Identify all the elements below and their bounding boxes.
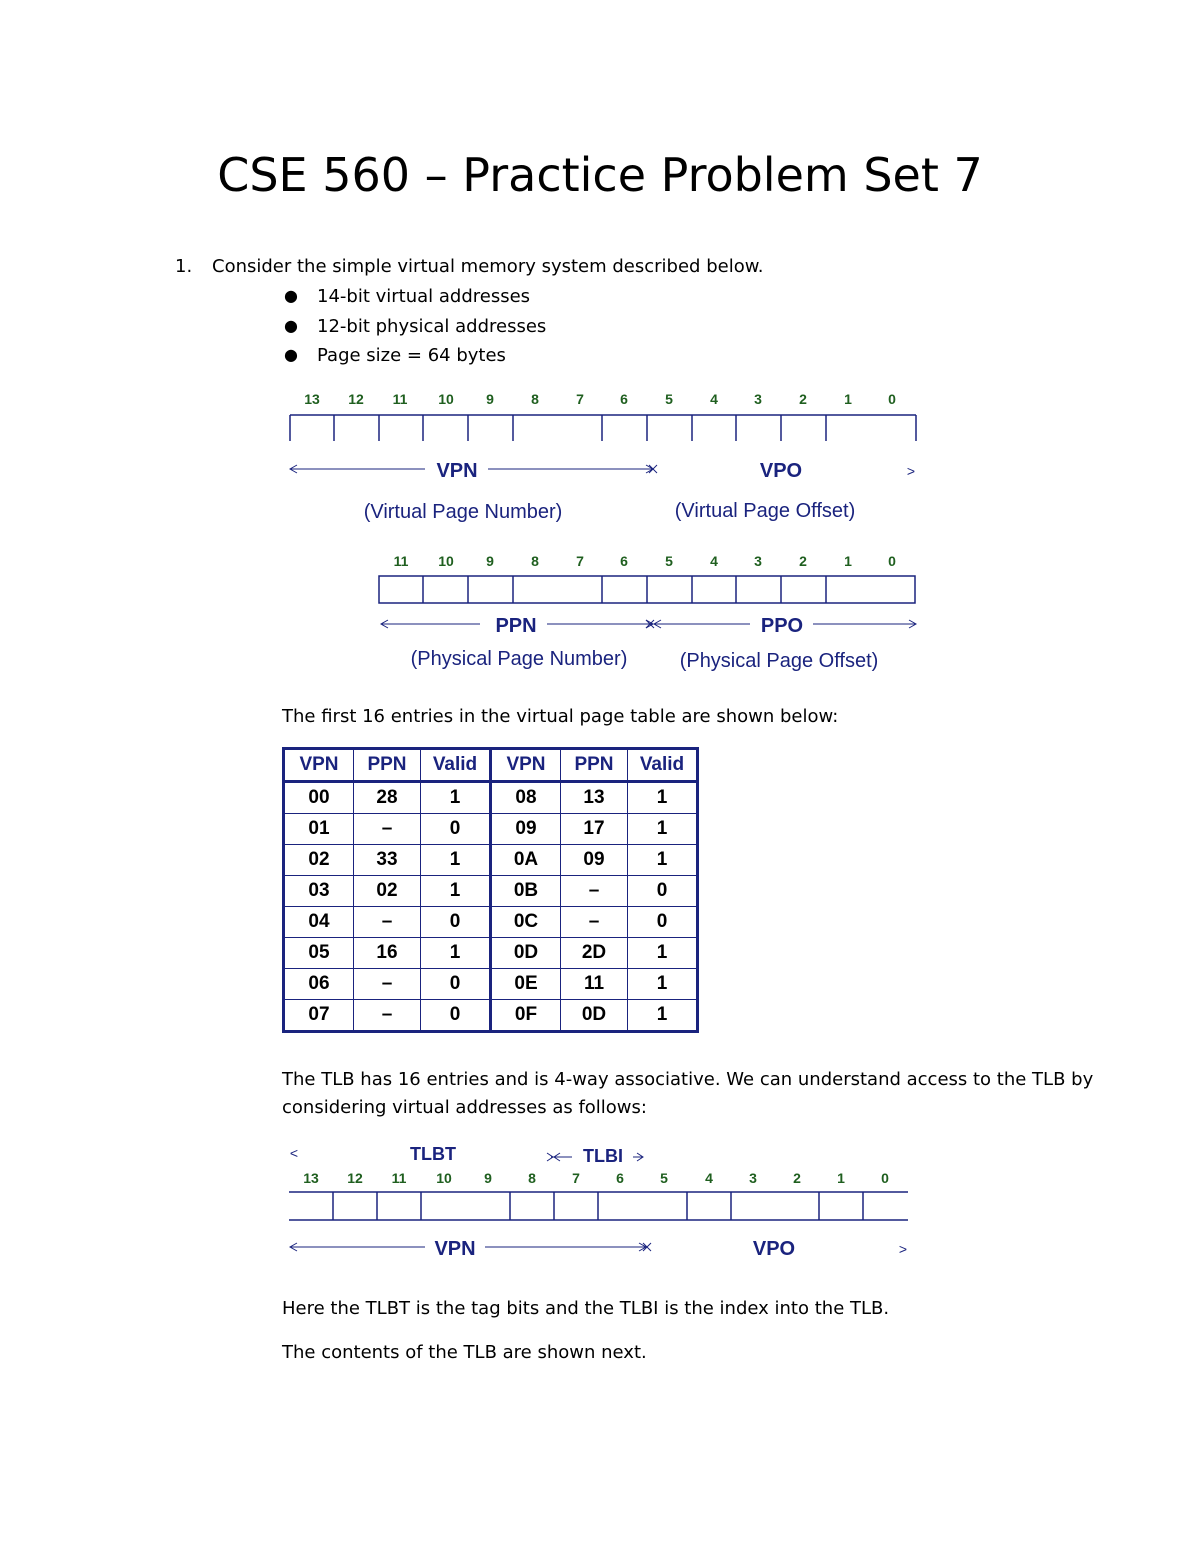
vpn-description: (Virtual Page Number) — [363, 501, 563, 523]
table-cell: 06 — [284, 969, 354, 1000]
tlb-address-diagram — [270, 1135, 920, 1265]
problem-intro: Consider the simple virtual memory system described below. — [212, 256, 764, 277]
bit-number: 5 — [660, 1170, 668, 1186]
table-header-row — [284, 749, 698, 782]
table-cell: 1 — [421, 845, 491, 876]
bit-cells — [379, 576, 915, 603]
table-cell: 28 — [354, 782, 421, 814]
bit-number: 0 — [881, 1170, 889, 1186]
bit-number: 7 — [572, 1170, 580, 1186]
bullet-item — [284, 286, 531, 307]
table-cell: 1 — [628, 938, 698, 969]
bit-number: 1 — [844, 553, 852, 569]
vpo-description: (Virtual Page Offset) — [674, 500, 856, 522]
table-cell: – — [354, 907, 421, 938]
table-row — [284, 782, 698, 814]
bullet-text: 12-bit physical addresses — [317, 316, 547, 337]
table-row — [284, 969, 698, 1000]
table-cell: 11 — [561, 969, 628, 1000]
bit-number: 4 — [710, 553, 718, 569]
table-cell: 09 — [491, 814, 561, 845]
bit-number: 10 — [436, 1170, 452, 1186]
table-cell: 0B — [491, 876, 561, 907]
tlbt-label: TLBT — [410, 1144, 456, 1164]
table-cell: 0 — [628, 907, 698, 938]
page-table-intro: The first 16 entries in the virtual page table are shown below: — [282, 706, 839, 727]
vpo-label: VPO — [759, 460, 803, 482]
table-cell: 02 — [354, 876, 421, 907]
table-row — [284, 845, 698, 876]
table-row — [284, 907, 698, 938]
bit-number: 11 — [392, 391, 408, 407]
table-cell: 0D — [561, 1000, 628, 1032]
bit-number: 8 — [531, 391, 539, 407]
ppo-label: PPO — [760, 615, 804, 637]
table-cell: 1 — [421, 876, 491, 907]
column-header: PPN — [561, 749, 628, 782]
bullet-item — [284, 345, 506, 366]
table-cell: 1 — [628, 969, 698, 1000]
table-row — [284, 876, 698, 907]
bit-number: 5 — [665, 553, 673, 569]
bit-number: 1 — [837, 1170, 845, 1186]
table-cell: 00 — [284, 782, 354, 814]
bit-number: 9 — [486, 391, 494, 407]
vpo-label: VPO — [752, 1238, 796, 1260]
table-cell: 1 — [628, 845, 698, 876]
bullet-icon: ● — [284, 345, 298, 364]
table-cell: – — [354, 814, 421, 845]
table-cell: 0 — [421, 814, 491, 845]
table-cell: 05 — [284, 938, 354, 969]
bit-number: 13 — [303, 1170, 319, 1186]
vpn-label: VPN — [434, 1238, 476, 1260]
table-row — [284, 938, 698, 969]
tlbt-note: Here the TLBT is the tag bits and the TLBI is the index into the TLB. — [282, 1298, 890, 1319]
bullet-icon: ● — [284, 316, 298, 335]
table-cell: 03 — [284, 876, 354, 907]
table-cell: 04 — [284, 907, 354, 938]
column-header: VPN — [284, 749, 354, 782]
table-cell: 0 — [421, 1000, 491, 1032]
bit-number: 2 — [799, 391, 807, 407]
bullet-icon: ● — [284, 286, 298, 305]
tlb-description-line-2: considering virtual addresses as follows: — [282, 1097, 647, 1118]
bit-number: 9 — [486, 553, 494, 569]
bit-cells — [290, 415, 916, 441]
tlb-description-line-1: The TLB has 16 entries and is 4-way associative. We can understand access to the TLB by — [282, 1069, 1094, 1090]
bit-number: 3 — [754, 553, 762, 569]
bit-number: 11 — [393, 553, 409, 569]
table-cell: 0 — [628, 876, 698, 907]
ppn-description: (Physical Page Number) — [410, 648, 628, 670]
column-header: PPN — [354, 749, 421, 782]
bullet-item — [284, 316, 547, 337]
table-cell: 0F — [491, 1000, 561, 1032]
vpn-label: VPN — [436, 460, 478, 482]
bit-number: 6 — [620, 553, 628, 569]
table-cell: 09 — [561, 845, 628, 876]
table-cell: 13 — [561, 782, 628, 814]
bit-number: 12 — [347, 1170, 363, 1186]
bit-number: 0 — [888, 391, 896, 407]
physical-address-diagram — [360, 545, 940, 680]
ppn-label: PPN — [495, 615, 537, 637]
ppo-description: (Physical Page Offset) — [679, 650, 879, 672]
bit-number: 6 — [620, 391, 628, 407]
table-cell: 1 — [628, 814, 698, 845]
table-cell: 07 — [284, 1000, 354, 1032]
problem-number: 1. — [175, 256, 193, 277]
bit-number: 7 — [576, 553, 584, 569]
page-table — [282, 747, 699, 1033]
table-cell: 1 — [421, 782, 491, 814]
bit-number: 9 — [484, 1170, 492, 1186]
bit-number: 7 — [576, 391, 584, 407]
bit-number: 6 — [616, 1170, 624, 1186]
table-cell: 08 — [491, 782, 561, 814]
table-cell: 0 — [421, 907, 491, 938]
table-cell: 17 — [561, 814, 628, 845]
bullet-text: Page size = 64 bytes — [317, 345, 506, 366]
table-cell: 0D — [491, 938, 561, 969]
tlb-contents-note: The contents of the TLB are shown next. — [282, 1342, 647, 1363]
bit-number: 1 — [844, 391, 852, 407]
table-cell: 33 — [354, 845, 421, 876]
virtual-address-diagram — [270, 380, 940, 530]
table-cell: 0A — [491, 845, 561, 876]
tlbi-label: TLBI — [583, 1146, 623, 1166]
bit-number: 0 — [888, 553, 896, 569]
table-cell: 1 — [628, 782, 698, 814]
right-arrow-mark: > — [906, 463, 916, 479]
bit-number: 12 — [348, 391, 364, 407]
right-arrow-mark: > — [898, 1241, 908, 1257]
bit-number: 3 — [754, 391, 762, 407]
table-cell: – — [561, 876, 628, 907]
table-cell: – — [354, 969, 421, 1000]
bit-number: 11 — [391, 1170, 407, 1186]
bit-number: 2 — [793, 1170, 801, 1186]
column-header: Valid — [421, 749, 491, 782]
table-cell: 02 — [284, 845, 354, 876]
table-cell: 16 — [354, 938, 421, 969]
table-cell: 0 — [421, 969, 491, 1000]
table-cell: 0E — [491, 969, 561, 1000]
page-title: CSE 560 – Practice Problem Set 7 — [217, 148, 983, 202]
bit-number: 8 — [531, 553, 539, 569]
bit-cells — [289, 1192, 908, 1220]
table-cell: 1 — [421, 938, 491, 969]
left-arrow-mark: < — [289, 1145, 299, 1161]
bit-number: 4 — [705, 1170, 713, 1186]
table-cell: – — [561, 907, 628, 938]
bullet-text: 14-bit virtual addresses — [317, 286, 531, 307]
bit-number: 4 — [710, 391, 718, 407]
bit-number: 2 — [799, 553, 807, 569]
table-cell: 1 — [628, 1000, 698, 1032]
table-cell: 0C — [491, 907, 561, 938]
table-row — [284, 1000, 698, 1032]
table-cell: – — [354, 1000, 421, 1032]
table-cell: 01 — [284, 814, 354, 845]
ppn-ppo-arrow — [381, 620, 916, 628]
bit-number: 13 — [304, 391, 320, 407]
column-header: VPN — [491, 749, 561, 782]
bit-number: 10 — [438, 391, 454, 407]
table-cell: 2D — [561, 938, 628, 969]
table-row — [284, 814, 698, 845]
column-header: Valid — [628, 749, 698, 782]
bit-number: 10 — [438, 553, 454, 569]
bit-number: 8 — [528, 1170, 536, 1186]
bit-number: 5 — [665, 391, 673, 407]
bit-number: 3 — [749, 1170, 757, 1186]
